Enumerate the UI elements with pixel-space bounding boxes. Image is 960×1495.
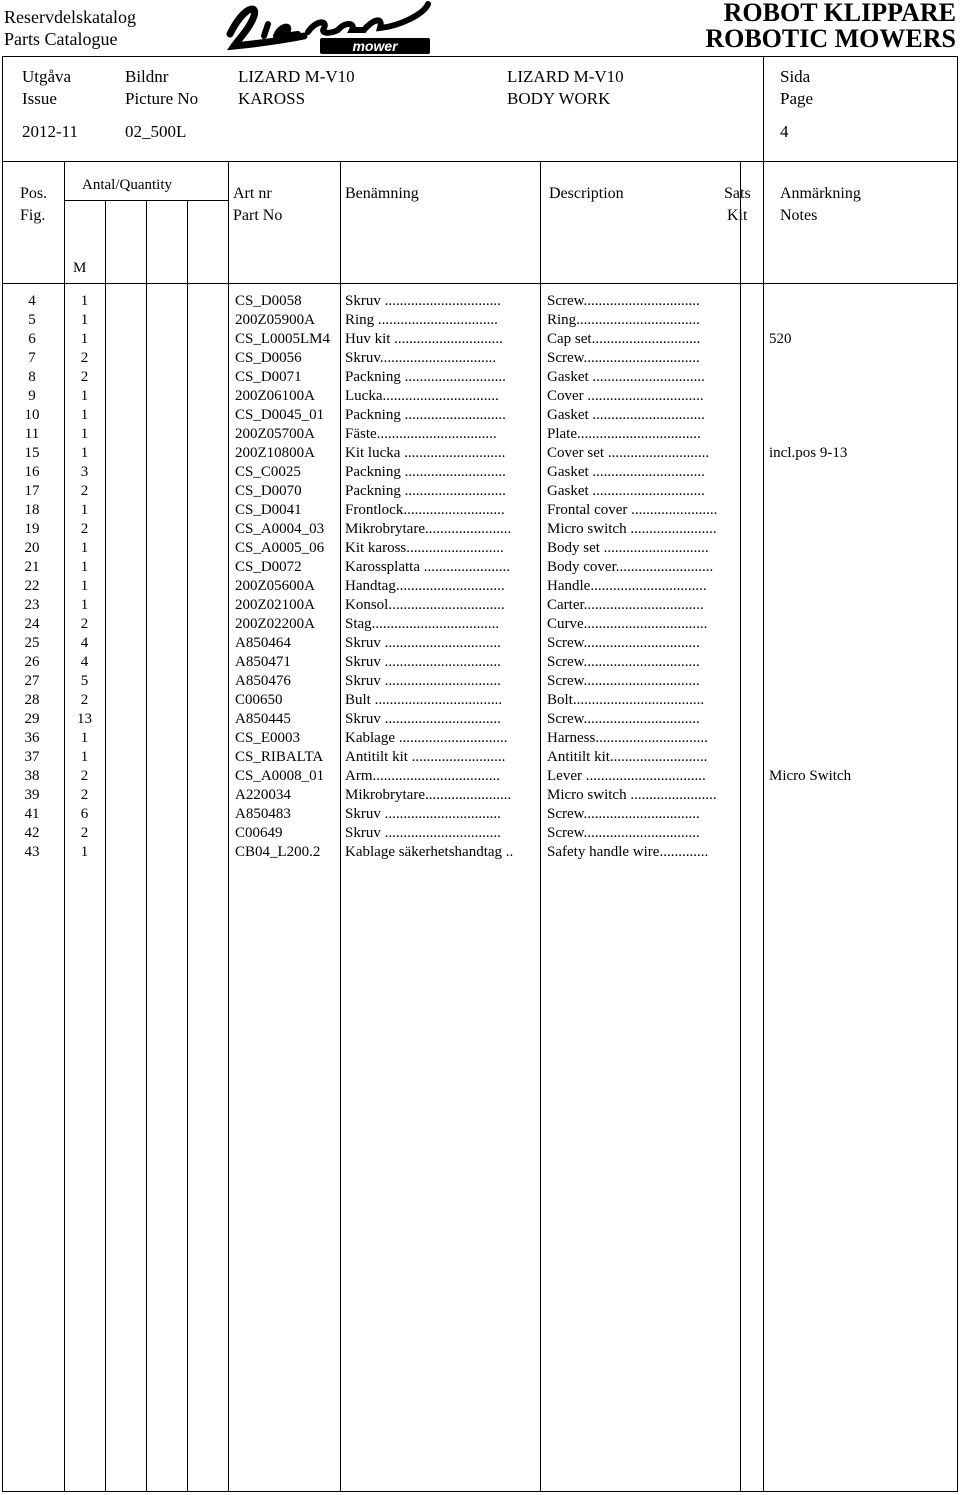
cell-qty: 1 [80, 312, 89, 328]
cell-sv: Ring ................................ [345, 312, 498, 328]
cell-note: Micro Switch [769, 768, 852, 784]
cell-sv: Stag.................................. [345, 616, 500, 632]
cell-note: incl.pos 9-13 [769, 445, 848, 461]
cell-part: CS_D0058 [235, 293, 302, 309]
cell-pos: 29 [24, 711, 40, 727]
model-name-sv: LIZARD M-V10 [238, 67, 355, 86]
cell-qty: 2 [80, 825, 89, 841]
cell-qty: 1 [80, 502, 89, 518]
cell-part: CS_RIBALTA [235, 749, 324, 765]
cell-en: Harness.............................. [547, 730, 708, 746]
catalogue-title-en: Parts Catalogue [4, 29, 118, 49]
cell-part: CB04_L200.2 [235, 844, 321, 860]
cell-part: CS_D0071 [235, 369, 302, 385]
cell-en: Curve................................. [547, 616, 708, 632]
cell-sv: Mikrobrytare....................... [345, 787, 512, 803]
cell-en: Plate................................. [547, 426, 701, 442]
cell-en: Screw............................... [547, 825, 700, 841]
cell-sv: Kit lucka ........................... [345, 445, 506, 461]
cell-sv: Packning ........................... [345, 464, 506, 480]
cell-en: Cover set ........................... [547, 445, 710, 461]
cell-pos: 8 [28, 369, 36, 385]
page-number: 4 [780, 122, 789, 141]
col-header-pos-sv: Pos. [20, 185, 48, 202]
cell-pos: 41 [24, 806, 40, 822]
cell-pos: 42 [24, 825, 40, 841]
col-divider-benamning [540, 161, 541, 1492]
cell-part: A850483 [235, 806, 291, 822]
col-divider-qty2 [146, 200, 147, 1492]
picture-label-sv: Bildnr [125, 67, 169, 86]
issue-label-en: Issue [22, 89, 57, 108]
col-header-benamning: Benämning [345, 185, 419, 202]
cell-sv: Huv kit ............................. [345, 331, 503, 347]
cell-pos: 5 [28, 312, 36, 328]
col-divider-artnr [340, 161, 341, 1492]
info-divider [763, 56, 764, 162]
cell-pos: 18 [24, 502, 40, 518]
cell-part: CS_A0008_01 [235, 768, 325, 784]
col-divider-qty3 [187, 200, 188, 1492]
subject-en: ROBOTIC MOWERS [705, 24, 956, 53]
cell-part: CS_E0003 [235, 730, 301, 746]
cell-part: CS_A0005_06 [235, 540, 325, 556]
cell-part: 200Z05600A [235, 578, 315, 594]
cell-en: Micro switch ....................... [547, 521, 717, 537]
col-divider-kit [763, 161, 764, 1492]
col-header-pos-en: Fig. [20, 207, 46, 224]
cell-en: Screw............................... [547, 350, 700, 366]
cell-part: 200Z06100A [235, 388, 315, 404]
cell-part: C00650 [235, 692, 283, 708]
cell-part: CS_D0070 [235, 483, 302, 499]
cell-pos: 11 [24, 426, 40, 442]
cell-en: Gasket .............................. [547, 464, 705, 480]
col-header-kit-en: Kit [727, 207, 748, 224]
cell-sv: Kit kaross.......................... [345, 540, 504, 556]
group-name-en: BODY WORK [507, 89, 611, 108]
picture-value: 02_500L [125, 122, 187, 141]
cell-part: A850476 [235, 673, 291, 689]
col-header-artnr-sv: Art nr [233, 185, 272, 202]
cell-part: 200Z10800A [235, 445, 315, 461]
cell-pos: 4 [28, 293, 36, 309]
cell-sv: Skruv ............................... [345, 293, 501, 309]
cell-en: Carter................................ [547, 597, 704, 613]
cell-sv: Skruv ............................... [345, 673, 501, 689]
cell-en: Safety handle wire............. [547, 844, 709, 860]
cell-pos: 20 [24, 540, 40, 556]
cell-pos: 7 [28, 350, 36, 366]
cell-part: CS_A0004_03 [235, 521, 325, 537]
col-divider-qty1 [105, 200, 106, 1492]
cell-sv: Skruv............................... [345, 350, 497, 366]
cell-part: CS_C0025 [235, 464, 301, 480]
cell-qty: 1 [80, 597, 89, 613]
cell-part: A850464 [235, 635, 291, 651]
cell-qty: 13 [77, 711, 92, 727]
cell-part: 200Z05700A [235, 426, 315, 442]
cell-en: Body set ............................ [547, 540, 709, 556]
cell-part: 200Z02100A [235, 597, 315, 613]
cell-qty: 2 [80, 692, 89, 708]
cell-sv: Kablage säkerhetshandtag .. [345, 844, 514, 860]
catalogue-subject [705, 0, 956, 52]
cell-part: CS_L0005LM4 [235, 331, 331, 347]
cell-en: Cover ............................... [547, 388, 704, 404]
col-divider-description [740, 161, 741, 1492]
cell-sv: Mikrobrytare....................... [345, 521, 512, 537]
page-label-sv: Sida [780, 67, 811, 86]
cell-pos: 6 [28, 331, 36, 347]
cell-pos: 36 [24, 730, 40, 746]
cell-pos: 23 [24, 597, 40, 613]
cell-sv: Skruv ............................... [345, 654, 501, 670]
col-divider-qty [228, 161, 229, 1492]
col-header-quantity-m: M [73, 260, 87, 276]
cell-qty: 2 [80, 483, 89, 499]
cell-en: Lever ................................ [547, 768, 706, 784]
cell-sv: Frontlock........................... [345, 502, 505, 518]
cell-sv: Handtag............................. [345, 578, 505, 594]
cell-en: Ring................................. [547, 312, 700, 328]
cell-en: Screw............................... [547, 293, 700, 309]
cell-sv: Bult .................................. [345, 692, 503, 708]
issue-label-sv: Utgåva [22, 67, 72, 86]
cell-qty: 1 [80, 844, 89, 860]
cell-sv: Skruv ............................... [345, 711, 501, 727]
cell-qty: 2 [80, 350, 89, 366]
cell-part: A850471 [235, 654, 291, 670]
cell-sv: Lucka............................... [345, 388, 499, 404]
lizard-mower-logo [224, 0, 434, 56]
issue-value: 2012-11 [22, 122, 79, 141]
col-header-notes-sv: Anmärkning [780, 185, 861, 202]
cell-sv: Kablage ............................. [345, 730, 508, 746]
group-name-sv: KAROSS [238, 89, 306, 108]
cell-en: Cap set............................. [547, 331, 701, 347]
cell-part: A220034 [235, 787, 291, 803]
cell-qty: 1 [80, 445, 89, 461]
cell-pos: 26 [24, 654, 40, 670]
cell-qty: 2 [80, 521, 89, 537]
catalogue-title-sv: Reservdelskatalog [4, 7, 136, 27]
cell-pos: 28 [24, 692, 40, 708]
cell-en: Micro switch ....................... [547, 787, 717, 803]
cell-pos: 25 [24, 635, 40, 651]
cell-en: Gasket .............................. [547, 369, 705, 385]
cell-en: Screw............................... [547, 654, 700, 670]
cell-pos: 15 [24, 445, 40, 461]
picture-label-en: Picture No [125, 89, 199, 108]
cell-part: CS_D0045_01 [235, 407, 325, 423]
model-name-en: LIZARD M-V10 [507, 67, 624, 86]
cell-en: Screw............................... [547, 635, 700, 651]
cell-part: 200Z05900A [235, 312, 315, 328]
cell-en: Screw............................... [547, 806, 700, 822]
cell-pos: 27 [24, 673, 40, 689]
page-label-en: Page [780, 89, 814, 108]
cell-sv: Antitilt kit ......................... [345, 749, 506, 765]
cell-qty: 3 [80, 464, 89, 480]
cell-pos: 16 [24, 464, 40, 480]
cell-qty: 1 [80, 749, 89, 765]
col-header-artnr-en: Part No [233, 207, 283, 224]
cell-sv: Konsol............................... [345, 597, 505, 613]
cell-qty: 2 [80, 616, 89, 632]
cell-pos: 10 [24, 407, 40, 423]
cell-qty: 1 [80, 559, 89, 575]
cell-part: CS_D0072 [235, 559, 302, 575]
cell-sv: Fäste................................ [345, 426, 497, 442]
cell-sv: Packning ........................... [345, 483, 506, 499]
cell-part: A850445 [235, 711, 291, 727]
cell-pos: 24 [24, 616, 40, 632]
cell-sv: Skruv ............................... [345, 806, 501, 822]
cell-pos: 9 [28, 388, 36, 404]
cell-pos: 39 [24, 787, 40, 803]
cell-en: Body cover.......................... [547, 559, 714, 575]
cell-sv: Karossplatta ....................... [345, 559, 510, 575]
cell-qty: 1 [80, 730, 89, 746]
catalogue-title [4, 6, 136, 50]
cell-pos: 38 [24, 768, 40, 784]
cell-en: Frontal cover ....................... [547, 502, 718, 518]
cell-en: Screw............................... [547, 711, 700, 727]
cell-qty: 1 [80, 540, 89, 556]
cell-qty: 1 [80, 407, 89, 423]
cell-qty: 1 [80, 578, 89, 594]
cell-sv: Skruv ............................... [345, 825, 501, 841]
cell-qty: 4 [80, 654, 89, 670]
cell-pos: 17 [24, 483, 40, 499]
cell-qty: 1 [80, 331, 89, 347]
cell-qty: 5 [80, 673, 89, 689]
cell-part: CS_D0056 [235, 350, 302, 366]
col-header-description: Description [549, 185, 624, 202]
cell-qty: 6 [80, 806, 89, 822]
cell-part: C00649 [235, 825, 283, 841]
cell-pos: 37 [24, 749, 40, 765]
cell-sv: Packning ........................... [345, 369, 506, 385]
cell-en: Gasket .............................. [547, 407, 705, 423]
col-header-notes-en: Notes [780, 207, 818, 224]
cell-pos: 21 [24, 559, 40, 575]
cell-qty: 2 [80, 369, 89, 385]
cell-qty: 1 [80, 388, 89, 404]
cell-qty: 1 [80, 426, 89, 442]
cell-en: Screw............................... [547, 673, 700, 689]
col-header-quantity: Antal/Quantity [82, 177, 172, 193]
svg-text:mower: mower [352, 38, 398, 54]
cell-qty: 1 [80, 293, 89, 309]
cell-pos: 19 [24, 521, 40, 537]
cell-note: 520 [769, 331, 792, 347]
cell-sv: Skruv ............................... [345, 635, 501, 651]
cell-en: Bolt................................... [547, 692, 705, 708]
cell-qty: 2 [80, 787, 89, 803]
cell-part: CS_D0041 [235, 502, 302, 518]
subject-sv: ROBOT KLIPPARE [723, 0, 956, 27]
cell-pos: 22 [24, 578, 40, 594]
cell-sv: Packning ........................... [345, 407, 506, 423]
cell-en: Gasket .............................. [547, 483, 705, 499]
cell-sv: Arm.................................. [345, 768, 500, 784]
cell-en: Antitilt kit.......................... [547, 749, 708, 765]
cell-qty: 4 [80, 635, 89, 651]
cell-pos: 43 [24, 844, 40, 860]
col-header-kit-sv: Sats [724, 185, 751, 202]
cell-en: Handle............................... [547, 578, 707, 594]
cell-part: 200Z02200A [235, 616, 315, 632]
cell-qty: 2 [80, 768, 89, 784]
